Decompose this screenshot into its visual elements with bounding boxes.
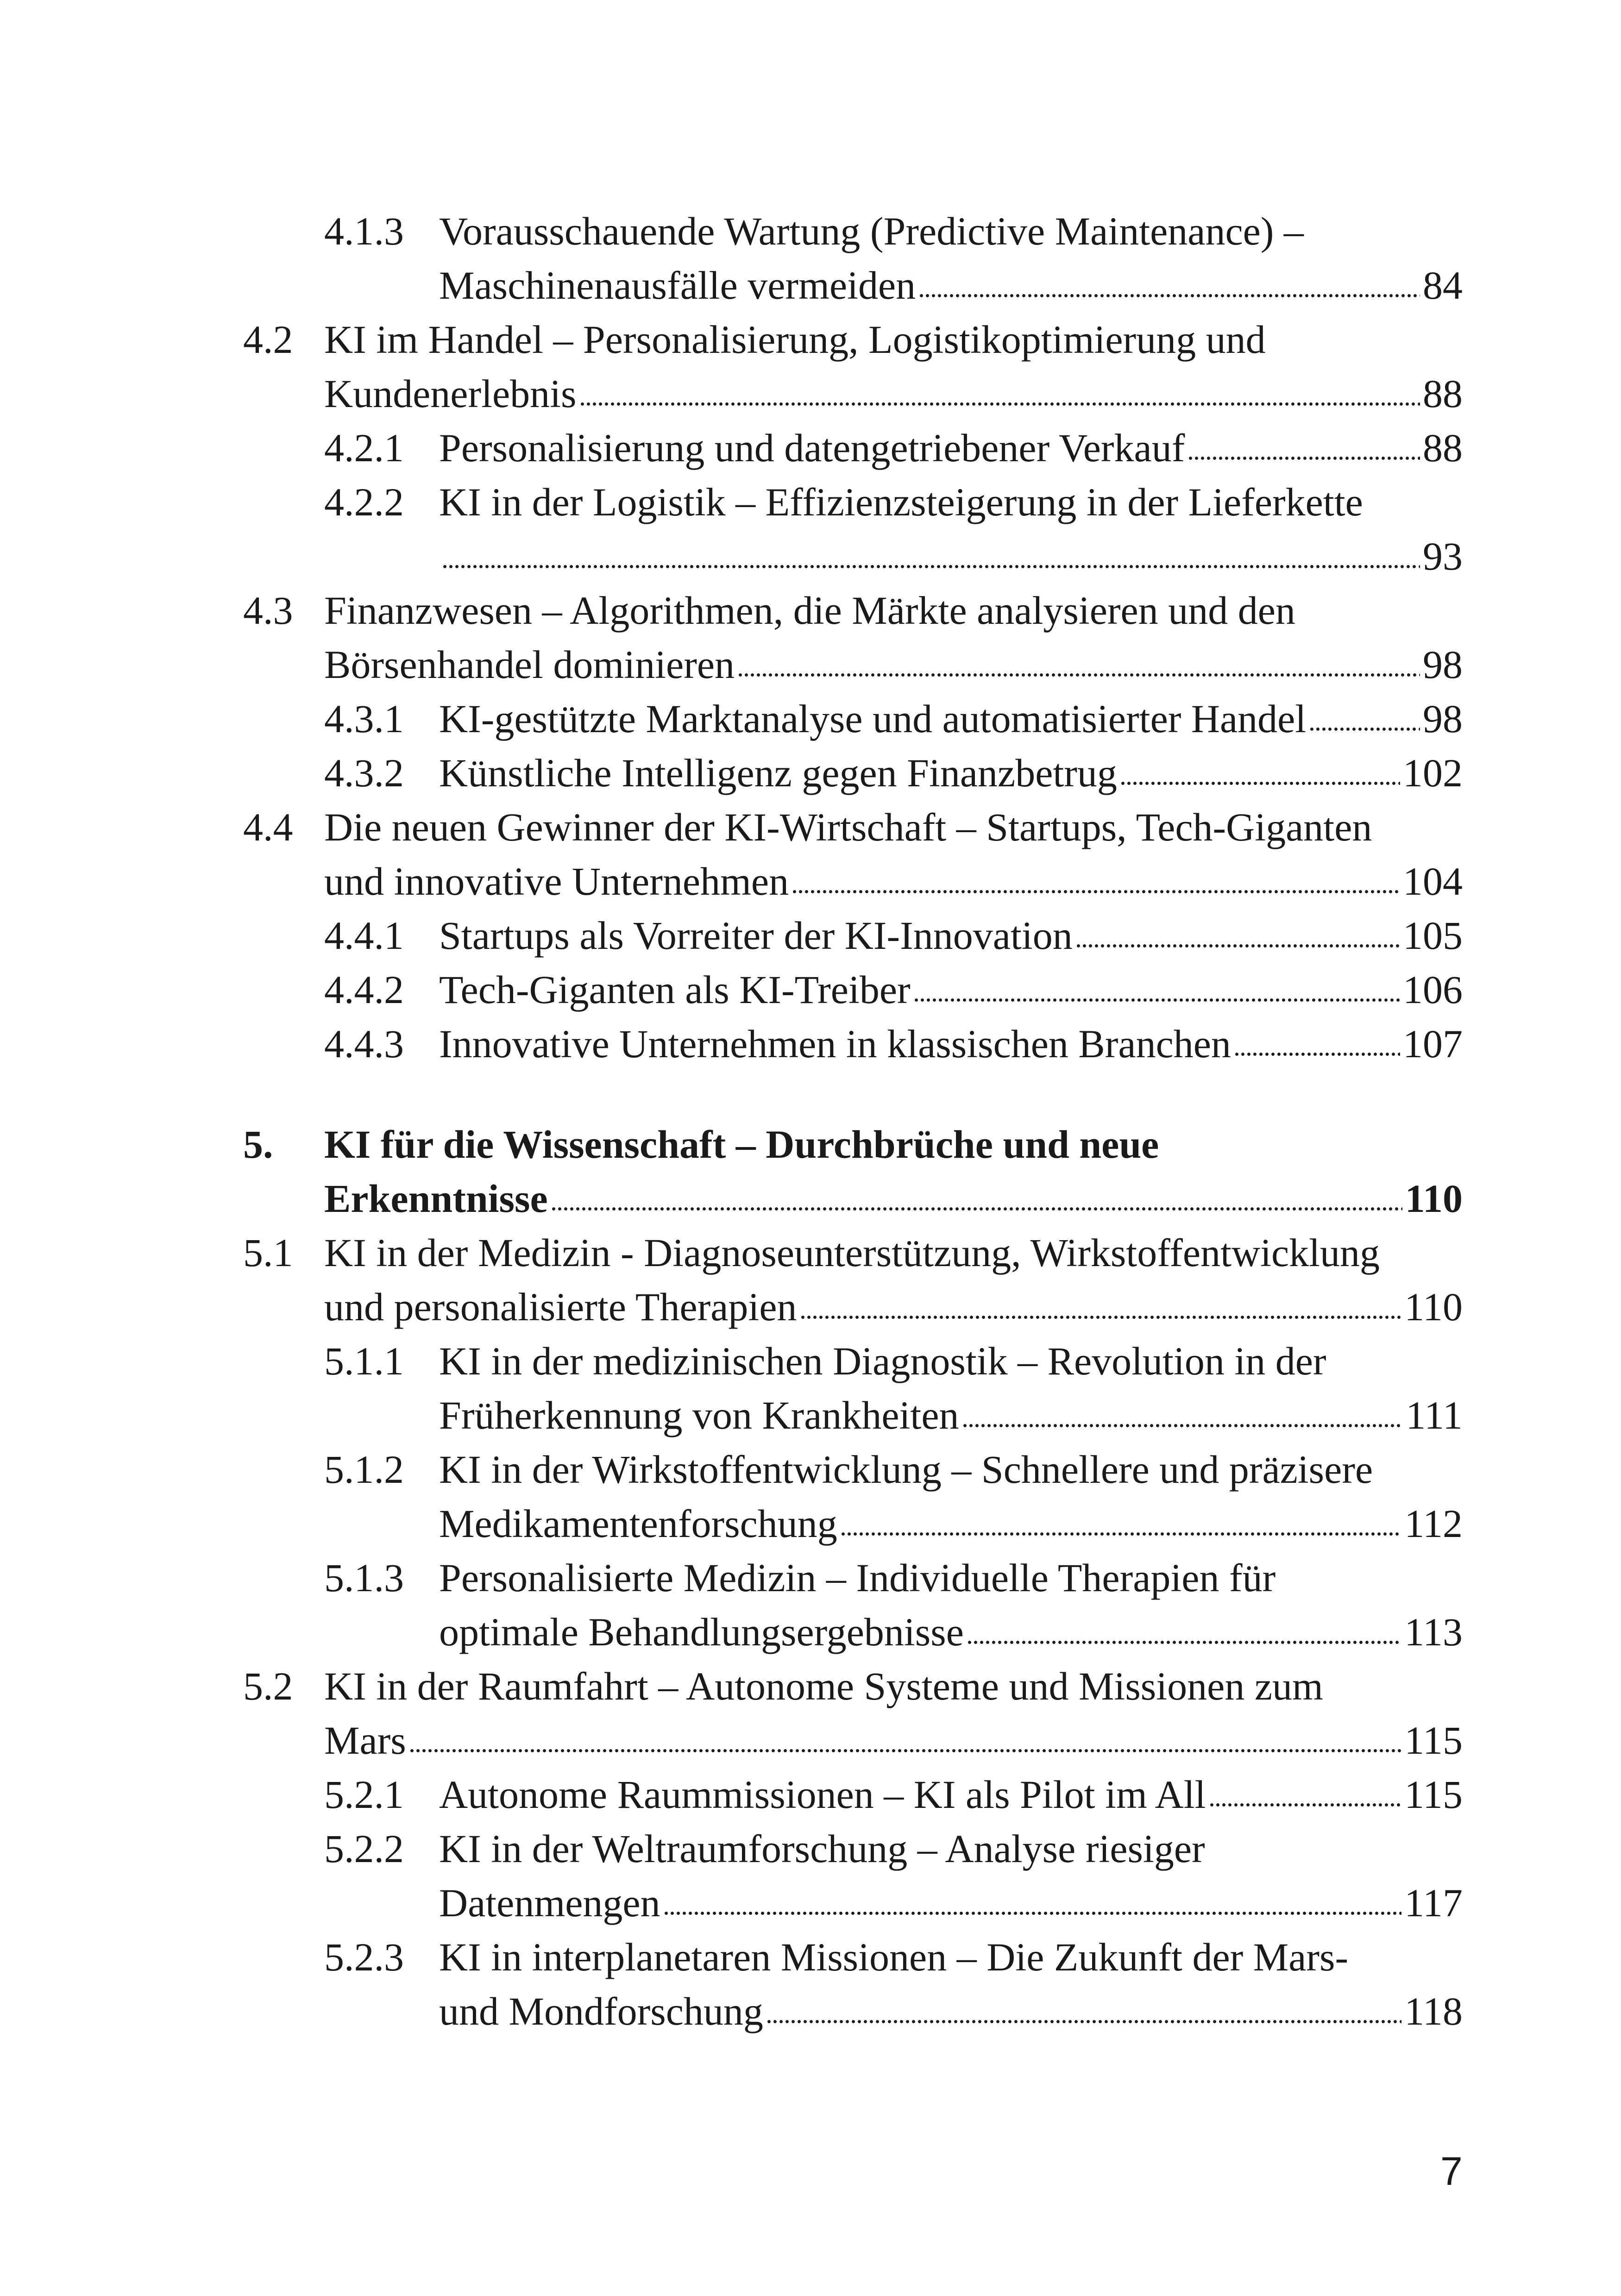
toc-entry[interactable] xyxy=(243,1822,1463,1930)
page-number: 7 xyxy=(1440,2149,1463,2194)
page-reference: 105 xyxy=(1403,913,1463,958)
section-number: 5.2.3 xyxy=(324,1935,404,1979)
toc-entry[interactable] xyxy=(243,1659,1463,1768)
section-number: 4.2.2 xyxy=(324,480,404,524)
dot-leader xyxy=(442,560,1420,570)
page-reference: 106 xyxy=(1403,967,1463,1012)
dot-leader xyxy=(579,398,1420,407)
dot-leader xyxy=(737,669,1420,678)
page-reference: 117 xyxy=(1404,1881,1463,1925)
page-reference: 98 xyxy=(1423,642,1463,687)
section-number: 4.4 xyxy=(243,805,293,849)
page-reference: 110 xyxy=(1405,1176,1463,1221)
dot-leader xyxy=(409,1744,1401,1754)
section-title: KI für die Wissenschaft – Durchbrüche und neue xyxy=(324,1122,1159,1167)
page-reference: 84 xyxy=(1423,263,1463,307)
toc-entry[interactable] xyxy=(243,1930,1463,2039)
page-reference: 110 xyxy=(1404,1285,1463,1329)
section-number: 5.2.2 xyxy=(324,1826,404,1871)
section-title: Finanzwesen – Algorithmen, die Märkte analysieren und den xyxy=(324,588,1295,633)
section-title: und personalisierte Therapien xyxy=(324,1285,797,1329)
section-title: Mars xyxy=(324,1718,406,1763)
section-number: 5.1.3 xyxy=(324,1556,404,1600)
dot-leader xyxy=(1120,777,1400,786)
section-title: KI in der Raumfahrt – Autonome Systeme und Missionen zum xyxy=(324,1664,1323,1708)
page-reference: 98 xyxy=(1423,696,1463,741)
section-title: Kundenerlebnis xyxy=(324,371,577,416)
dot-leader xyxy=(1075,940,1400,949)
section-title: Künstliche Intelligenz gegen Finanzbetrug xyxy=(439,751,1117,795)
section-title: Personalisierung und datengetriebener Verkauf xyxy=(439,426,1185,470)
section-number: 5.1.2 xyxy=(324,1447,404,1492)
dot-leader xyxy=(1187,452,1420,461)
toc-entry[interactable] xyxy=(243,909,1463,963)
dot-leader xyxy=(1209,1799,1402,1808)
page-reference: 118 xyxy=(1404,1989,1463,2033)
section-title: KI in der Logistik – Effizienzsteigerung in der Lieferkette xyxy=(439,480,1363,524)
dot-leader xyxy=(551,1203,1402,1212)
page-reference: 88 xyxy=(1423,426,1463,470)
section-number: 5.2.1 xyxy=(324,1772,404,1817)
section-title: optimale Behandlungsergebnisse xyxy=(439,1610,964,1654)
section-number: 5.1 xyxy=(243,1230,293,1275)
page-reference: 111 xyxy=(1406,1393,1463,1437)
section-number: 4.3 xyxy=(243,588,293,633)
toc-entry[interactable] xyxy=(243,1768,1463,1822)
toc-entry[interactable] xyxy=(243,204,1463,313)
section-title: Maschinenausfälle vermeiden xyxy=(439,263,916,307)
section-title: KI im Handel – Personalisierung, Logistikoptimierung und xyxy=(324,317,1266,362)
dot-leader xyxy=(800,1311,1402,1320)
toc-entry[interactable] xyxy=(243,692,1463,746)
section-title: Erkenntnisse xyxy=(324,1176,548,1221)
toc-entry[interactable] xyxy=(243,1334,1463,1443)
section-title: Innovative Unternehmen in klassischen Branchen xyxy=(439,1022,1231,1066)
toc-entry[interactable] xyxy=(243,475,1463,583)
dot-leader xyxy=(913,994,1400,1003)
section-title: KI in interplanetaren Missionen – Die Zukunft der Mars- xyxy=(439,1935,1349,1979)
toc-entry[interactable] xyxy=(243,746,1463,800)
section-number: 4.2 xyxy=(243,317,293,362)
toc-entry[interactable] xyxy=(243,1226,1463,1334)
section-number: 5.1.1 xyxy=(324,1339,404,1383)
toc-entry[interactable] xyxy=(243,963,1463,1017)
page-reference: 93 xyxy=(1423,534,1463,578)
dot-leader xyxy=(1309,723,1420,732)
section-number: 4.4.2 xyxy=(324,967,404,1012)
toc-entry[interactable] xyxy=(243,1117,1463,1226)
toc-entry[interactable] xyxy=(243,800,1463,909)
section-title: Tech-Giganten als KI-Treiber xyxy=(439,967,911,1012)
section-number: 4.4.3 xyxy=(324,1022,404,1066)
section-title: KI in der Weltraumforschung – Analyse riesiger xyxy=(439,1826,1205,1871)
section-number: 4.3.2 xyxy=(324,751,404,795)
toc-entry[interactable] xyxy=(243,1551,1463,1659)
page-reference: 115 xyxy=(1404,1718,1463,1763)
dot-leader xyxy=(792,885,1400,895)
section-number: 4.3.1 xyxy=(324,696,404,741)
section-title: Medikamentenforschung xyxy=(439,1501,837,1546)
toc-entry[interactable] xyxy=(243,421,1463,475)
dot-leader xyxy=(967,1636,1401,1645)
section-title: Startups als Vorreiter der KI-Innovation xyxy=(439,913,1073,958)
toc-entry[interactable] xyxy=(243,313,1463,421)
section-title: KI-gestützte Marktanalyse und automatisierter Handel xyxy=(439,696,1307,741)
page-reference: 88 xyxy=(1423,371,1463,416)
section-title: und Mondforschung xyxy=(439,1989,763,2033)
section-number: 4.2.1 xyxy=(324,426,404,470)
toc-entry[interactable] xyxy=(243,1443,1463,1551)
dot-leader xyxy=(663,1907,1402,1916)
section-title: KI in der medizinischen Diagnostik – Revolution in der xyxy=(439,1339,1326,1383)
toc-entry[interactable] xyxy=(243,1017,1463,1071)
page-reference: 104 xyxy=(1403,859,1463,903)
page-reference: 102 xyxy=(1403,751,1463,795)
page-reference: 112 xyxy=(1404,1501,1463,1546)
section-number: 5.2 xyxy=(243,1664,293,1708)
section-title: Vorausschauende Wartung (Predictive Maintenance) – xyxy=(439,209,1304,253)
page-reference: 113 xyxy=(1404,1610,1463,1654)
section-title: Die neuen Gewinner der KI-Wirtschaft – Startups, Tech-Giganten xyxy=(324,805,1372,849)
page-reference: 107 xyxy=(1403,1022,1463,1066)
section-title: Autonome Raummissionen – KI als Pilot im All xyxy=(439,1772,1206,1817)
section-number: 5. xyxy=(243,1122,273,1167)
dot-leader xyxy=(766,2015,1401,2025)
toc-entry[interactable] xyxy=(243,583,1463,692)
section-title: Personalisierte Medizin – Individuelle Therapien für xyxy=(439,1556,1276,1600)
page-reference: 115 xyxy=(1404,1772,1463,1817)
table-of-contents xyxy=(243,204,1463,2039)
dot-leader xyxy=(962,1419,1403,1429)
dot-leader xyxy=(1234,1048,1400,1057)
section-title: Börsenhandel dominieren xyxy=(324,642,735,687)
section-title: KI in der Wirkstoffentwicklung – Schnellere und präzisere xyxy=(439,1447,1373,1492)
section-title: Früherkennung von Krankheiten xyxy=(439,1393,959,1437)
section-title: KI in der Medizin - Diagnoseunterstützung, Wirkstoffentwicklung xyxy=(324,1230,1380,1275)
dot-leader xyxy=(918,289,1420,299)
section-title: Datenmengen xyxy=(439,1881,660,1925)
section-title: und innovative Unternehmen xyxy=(324,859,789,903)
section-number: 4.4.1 xyxy=(324,913,404,958)
dot-leader xyxy=(840,1528,1401,1537)
section-number: 4.1.3 xyxy=(324,209,404,253)
